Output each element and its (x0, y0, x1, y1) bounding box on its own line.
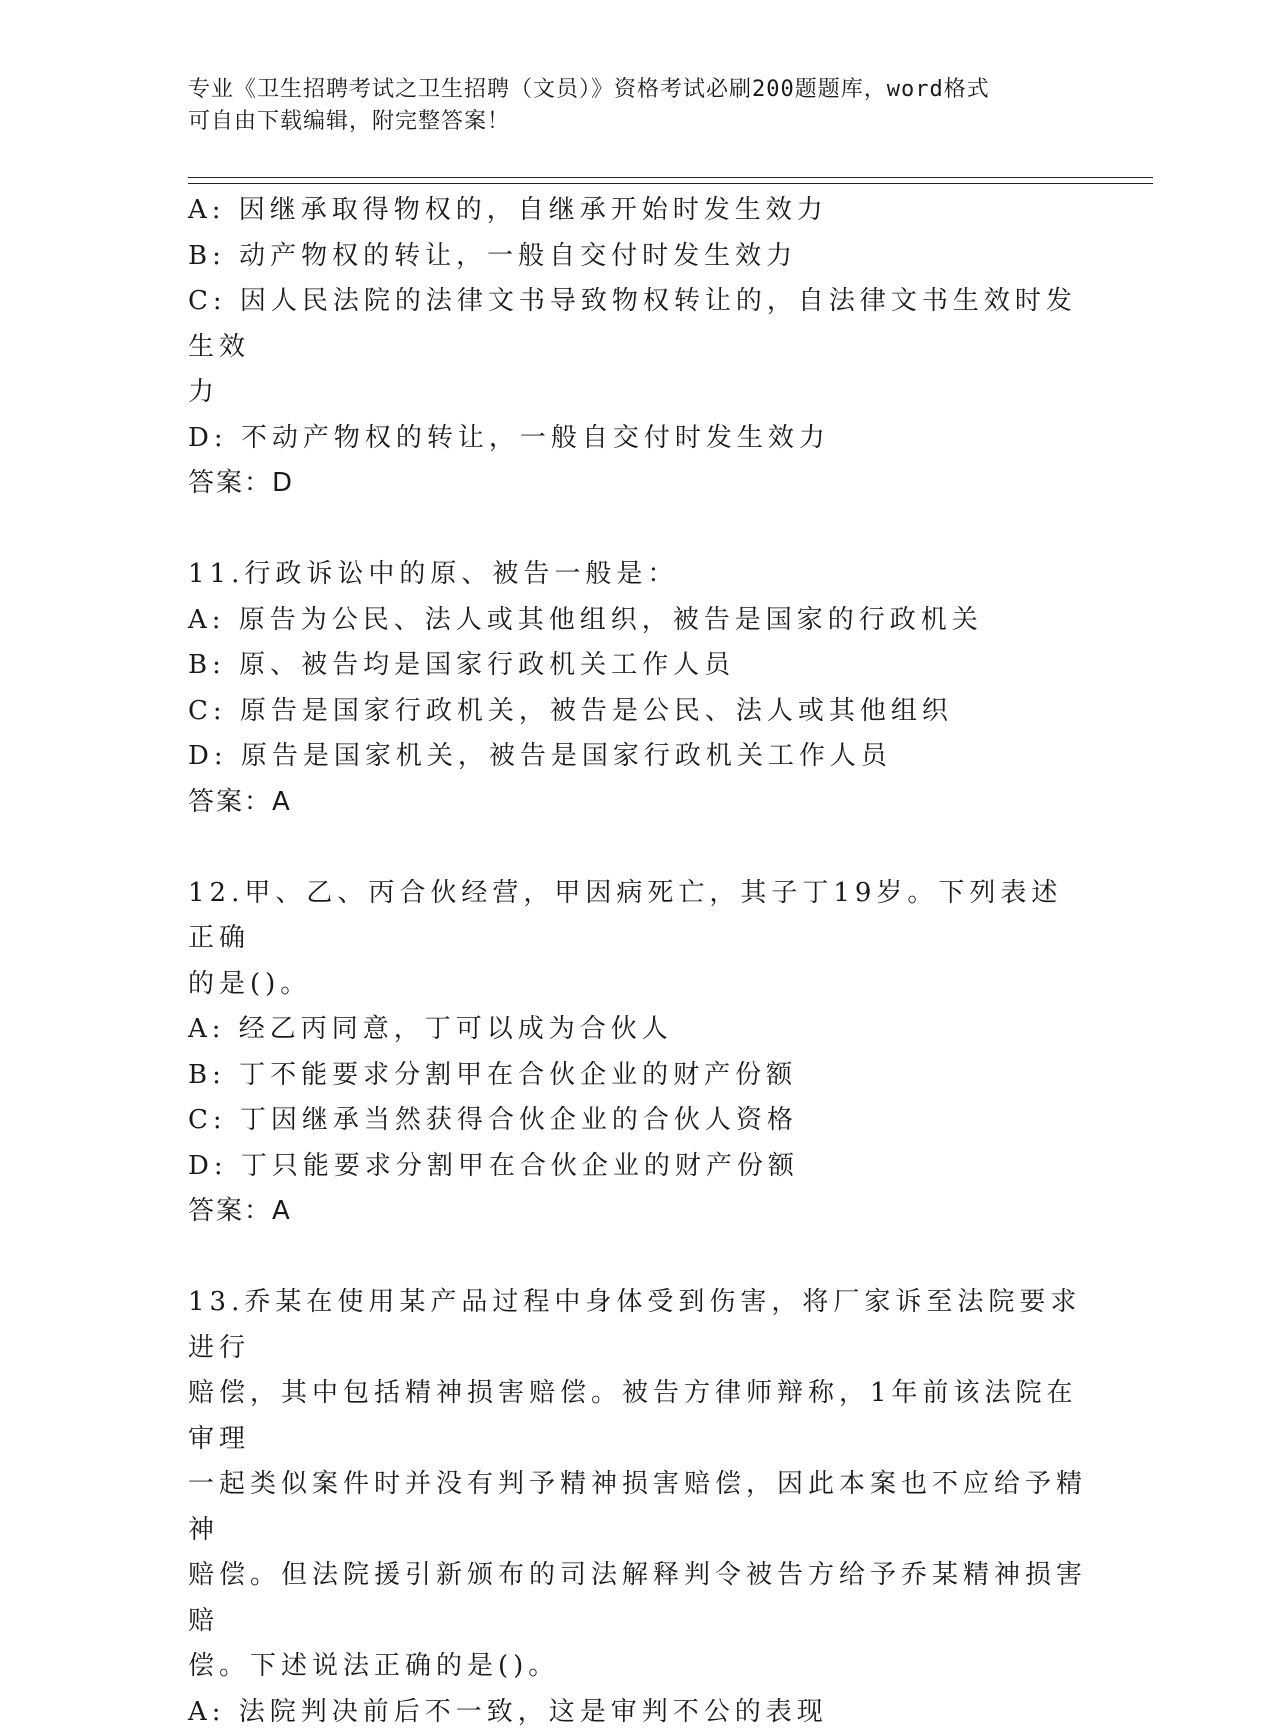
question-10 (188, 188, 1088, 507)
option-d: D: 原告是国家机关，被告是国家行政机关工作人员 (188, 734, 1088, 780)
spacer (188, 825, 1088, 871)
option-c: C: 原告是国家行政机关，被告是公民、法人或其他组织 (188, 689, 1088, 735)
option-d: D: 丁只能要求分割甲在合伙企业的财产份额 (188, 1144, 1088, 1190)
answer-line: 答案：D (188, 461, 1088, 507)
header-line-2: 可自由下载编辑，附完整答案！ (188, 106, 1088, 138)
question-stem-line-3: 一起类似案件时并没有判予精神损害赔偿，因此本案也不应给予精神 (188, 1462, 1088, 1553)
option-a: A: 原告为公民、法人或其他组织，被告是国家的行政机关 (188, 598, 1088, 644)
header-divider-bottom (188, 183, 1153, 184)
question-stem-line-2: 的是()。 (188, 962, 1088, 1008)
option-c: C: 丁因继承当然获得合伙企业的合伙人资格 (188, 1098, 1088, 1144)
question-11 (188, 552, 1088, 825)
option-c-continued: 力 (188, 370, 1088, 416)
header-line-1: 专业《卫生招聘考试之卫生招聘（文员）》资格考试必刷200题题库，word格式 (188, 74, 1088, 106)
option-b: B: 原、被告均是国家行政机关工作人员 (188, 643, 1088, 689)
question-stem-line-4: 赔偿。但法院援引新颁布的司法解释判令被告方给予乔某精神损害赔 (188, 1553, 1088, 1644)
question-stem-line-2: 赔偿，其中包括精神损害赔偿。被告方律师辩称，1年前该法院在审理 (188, 1371, 1088, 1462)
option-b: B: 丁不能要求分割甲在合伙企业的财产份额 (188, 1053, 1088, 1099)
option-c: C: 因人民法院的法律文书导致物权转让的，自法律文书生效时发生效 (188, 279, 1088, 370)
question-13 (188, 1280, 1088, 1735)
question-stem-line-1: 12.甲、乙、丙合伙经营，甲因病死亡，其子丁19岁。下列表述正确 (188, 871, 1088, 962)
question-stem: 11.行政诉讼中的原、被告一般是： (188, 552, 1088, 598)
answer-line: 答案：A (188, 780, 1088, 826)
document-body (188, 188, 1088, 1735)
spacer (188, 507, 1088, 553)
question-stem-line-1: 13.乔某在使用某产品过程中身体受到伤害，将厂家诉至法院要求进行 (188, 1280, 1088, 1371)
question-12 (188, 871, 1088, 1235)
option-a: A: 经乙丙同意，丁可以成为合伙人 (188, 1007, 1088, 1053)
option-d: D: 不动产物权的转让，一般自交付时发生效力 (188, 416, 1088, 462)
spacer (188, 1235, 1088, 1281)
option-a: A: 因继承取得物权的，自继承开始时发生效力 (188, 188, 1088, 234)
document-header (188, 74, 1088, 138)
option-a: A: 法院判决前后不一致，这是审判不公的表现 (188, 1690, 1088, 1735)
question-stem-line-5: 偿。下述说法正确的是()。 (188, 1644, 1088, 1690)
header-divider-top (188, 177, 1153, 178)
option-b: B: 动产物权的转让，一般自交付时发生效力 (188, 234, 1088, 280)
answer-line: 答案：A (188, 1189, 1088, 1235)
